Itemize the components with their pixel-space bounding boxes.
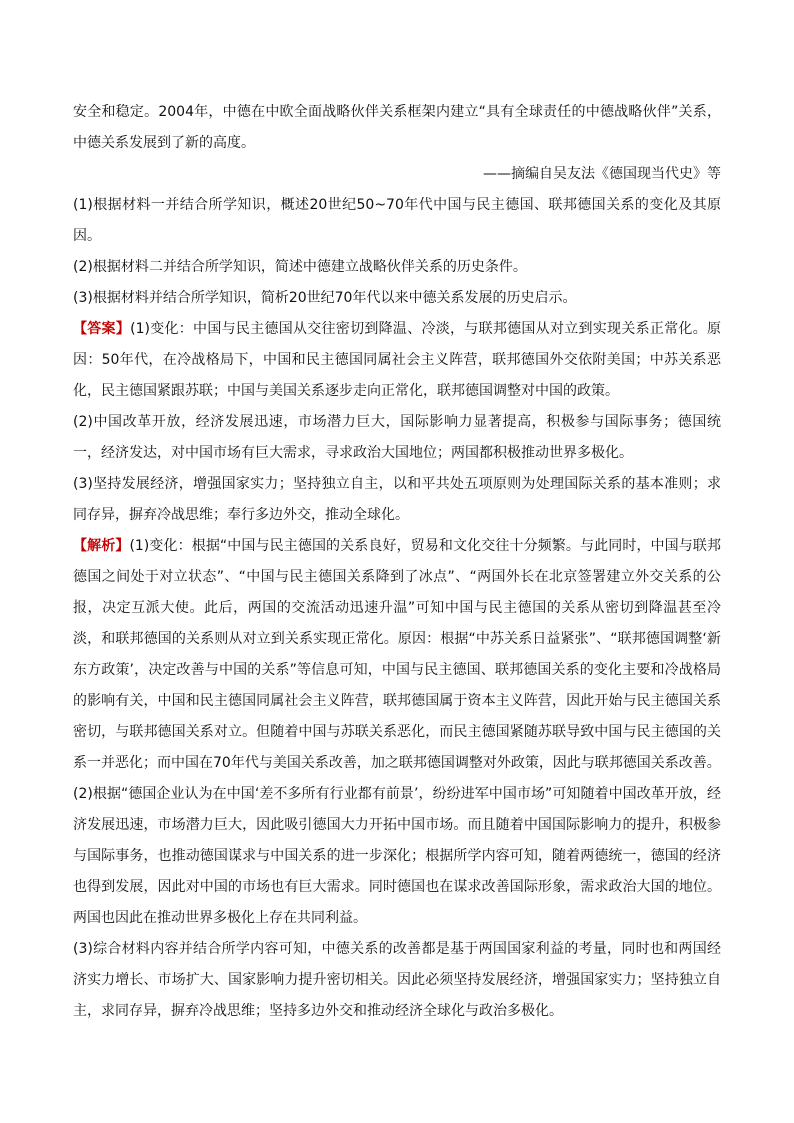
answer-paragraph-2: (2)中国改革开放，经济发展迅速，市场潜力巨大，国际影响力显著提高，积极参与国际事务；德国统一，经济发达，对中国市场有巨大需求，寻求政治大国地位；两国都积极推动世界多极化。 bbox=[73, 414, 721, 461]
question-3: (3)根据材料并结合所学知识，简析20世纪70年代以来中德关系发展的历史启示。 bbox=[73, 290, 577, 306]
question-2: (2)根据材料二并结合所学知识，简述中德建立战略伙伴关系的历史条件。 bbox=[73, 259, 527, 275]
question-1: (1)根据材料一并结合所学知识，概述20世纪50~70年代中国与民主德国、联邦德国关系的变化及其原因。 bbox=[73, 197, 721, 244]
answer-text-1: (1)变化：中国与民主德国从交往密切到降温、冷淡，与联邦德国从对立到实现关系正常化。原因：50年代，在冷战格局下，中国和民主德国同属社会主义阵营，联邦德国外交依附美国；中苏关系恶化，民主德国紧跟苏联；中国与美国关系逐步走向正常化，联邦德国调整对中国的政策。 bbox=[73, 321, 721, 399]
answer-paragraph-1 bbox=[73, 314, 721, 407]
analysis-paragraph-2: (2)根据“德国企业认为在中国‘差不多所有行业都有前景’，纷纷进军中国市场”可知随着中国改革开放，经济发展迅速，市场潜力巨大，因此吸引德国大力开拓中国市场。而且随着中国国际影响力的提升，积极参与国际事务，也推动德国谋求与中国关系的进一步深化；根据所学内容可知，随着两德统一，德国的经济也得到发展，因此对中国的市场也有巨大需求。同时德国也在谋求改善国际形象，需求政治大国的地位。两国也因此在推动世界多极化上存在共同利益。 bbox=[73, 786, 721, 926]
source-citation: ——摘编自吴友法《德国现当代史》等 bbox=[483, 166, 721, 182]
analysis-tag: 【解析】 bbox=[73, 538, 130, 554]
document-body bbox=[73, 97, 721, 1027]
analysis-text-1: (1)变化：根据“中国与民主德国的关系良好，贸易和文化交往十分频繁。与此同时，中国与联邦德国之间处于对立状态”、“中国与民主德国关系降到了冰点”、“两国外长在北京签署建立外交关系的公报，决定互派大使。此后，两国的交流活动迅速升温”可知中国与民主德国的关系从密切到降温甚至冷淡，和联邦德国的关系则从对立到关系实现正常化。原因：根据“中苏关系日益紧张”、“联邦德国调整‘新东方政策’，决定改善与中国的关系”等信息可知，中国与民主德国、联邦德国关系的变化主要和冷战格局的影响有关，中国和民主德国同属社会主义阵营，联邦德国属于资本主义阵营，因此开始与民主德国关系密切，与联邦德国关系对立。但随着中国与苏联关系恶化，而民主德国紧随苏联导致中国与民主德国的关系一并恶化；而中国在70年代与美国关系改善，加之联邦德国调整对外政策，因此与联邦德国关系改善。 bbox=[73, 538, 721, 771]
analysis-paragraph-3: (3)综合材料内容并结合所学内容可知，中德关系的改善都是基于两国国家利益的考量，同时也和两国经济实力增长、市场扩大、国家影响力提升密切相关。因此必须坚持发展经济，增强国家实力；坚持独立自主，求同存异，摒弃冷战思维；坚持多边外交和推动经济全球化与政治多极化。 bbox=[73, 941, 721, 1019]
answer-tag: 【答案】 bbox=[73, 321, 131, 337]
answer-paragraph-3: (3)坚持发展经济，增强国家实力；坚持独立自主，以和平共处五项原则为处理国际关系的基本准则；求同存异，摒弃冷战思维；奉行多边外交，推动全球化。 bbox=[73, 476, 721, 523]
analysis-paragraph-1 bbox=[73, 531, 721, 779]
material-text: 安全和稳定。2004年，中德在中欧全面战略伙伴关系框架内建立“具有全球责任的中德战略伙伴”关系，中德关系发展到了新的高度。 bbox=[73, 104, 721, 151]
